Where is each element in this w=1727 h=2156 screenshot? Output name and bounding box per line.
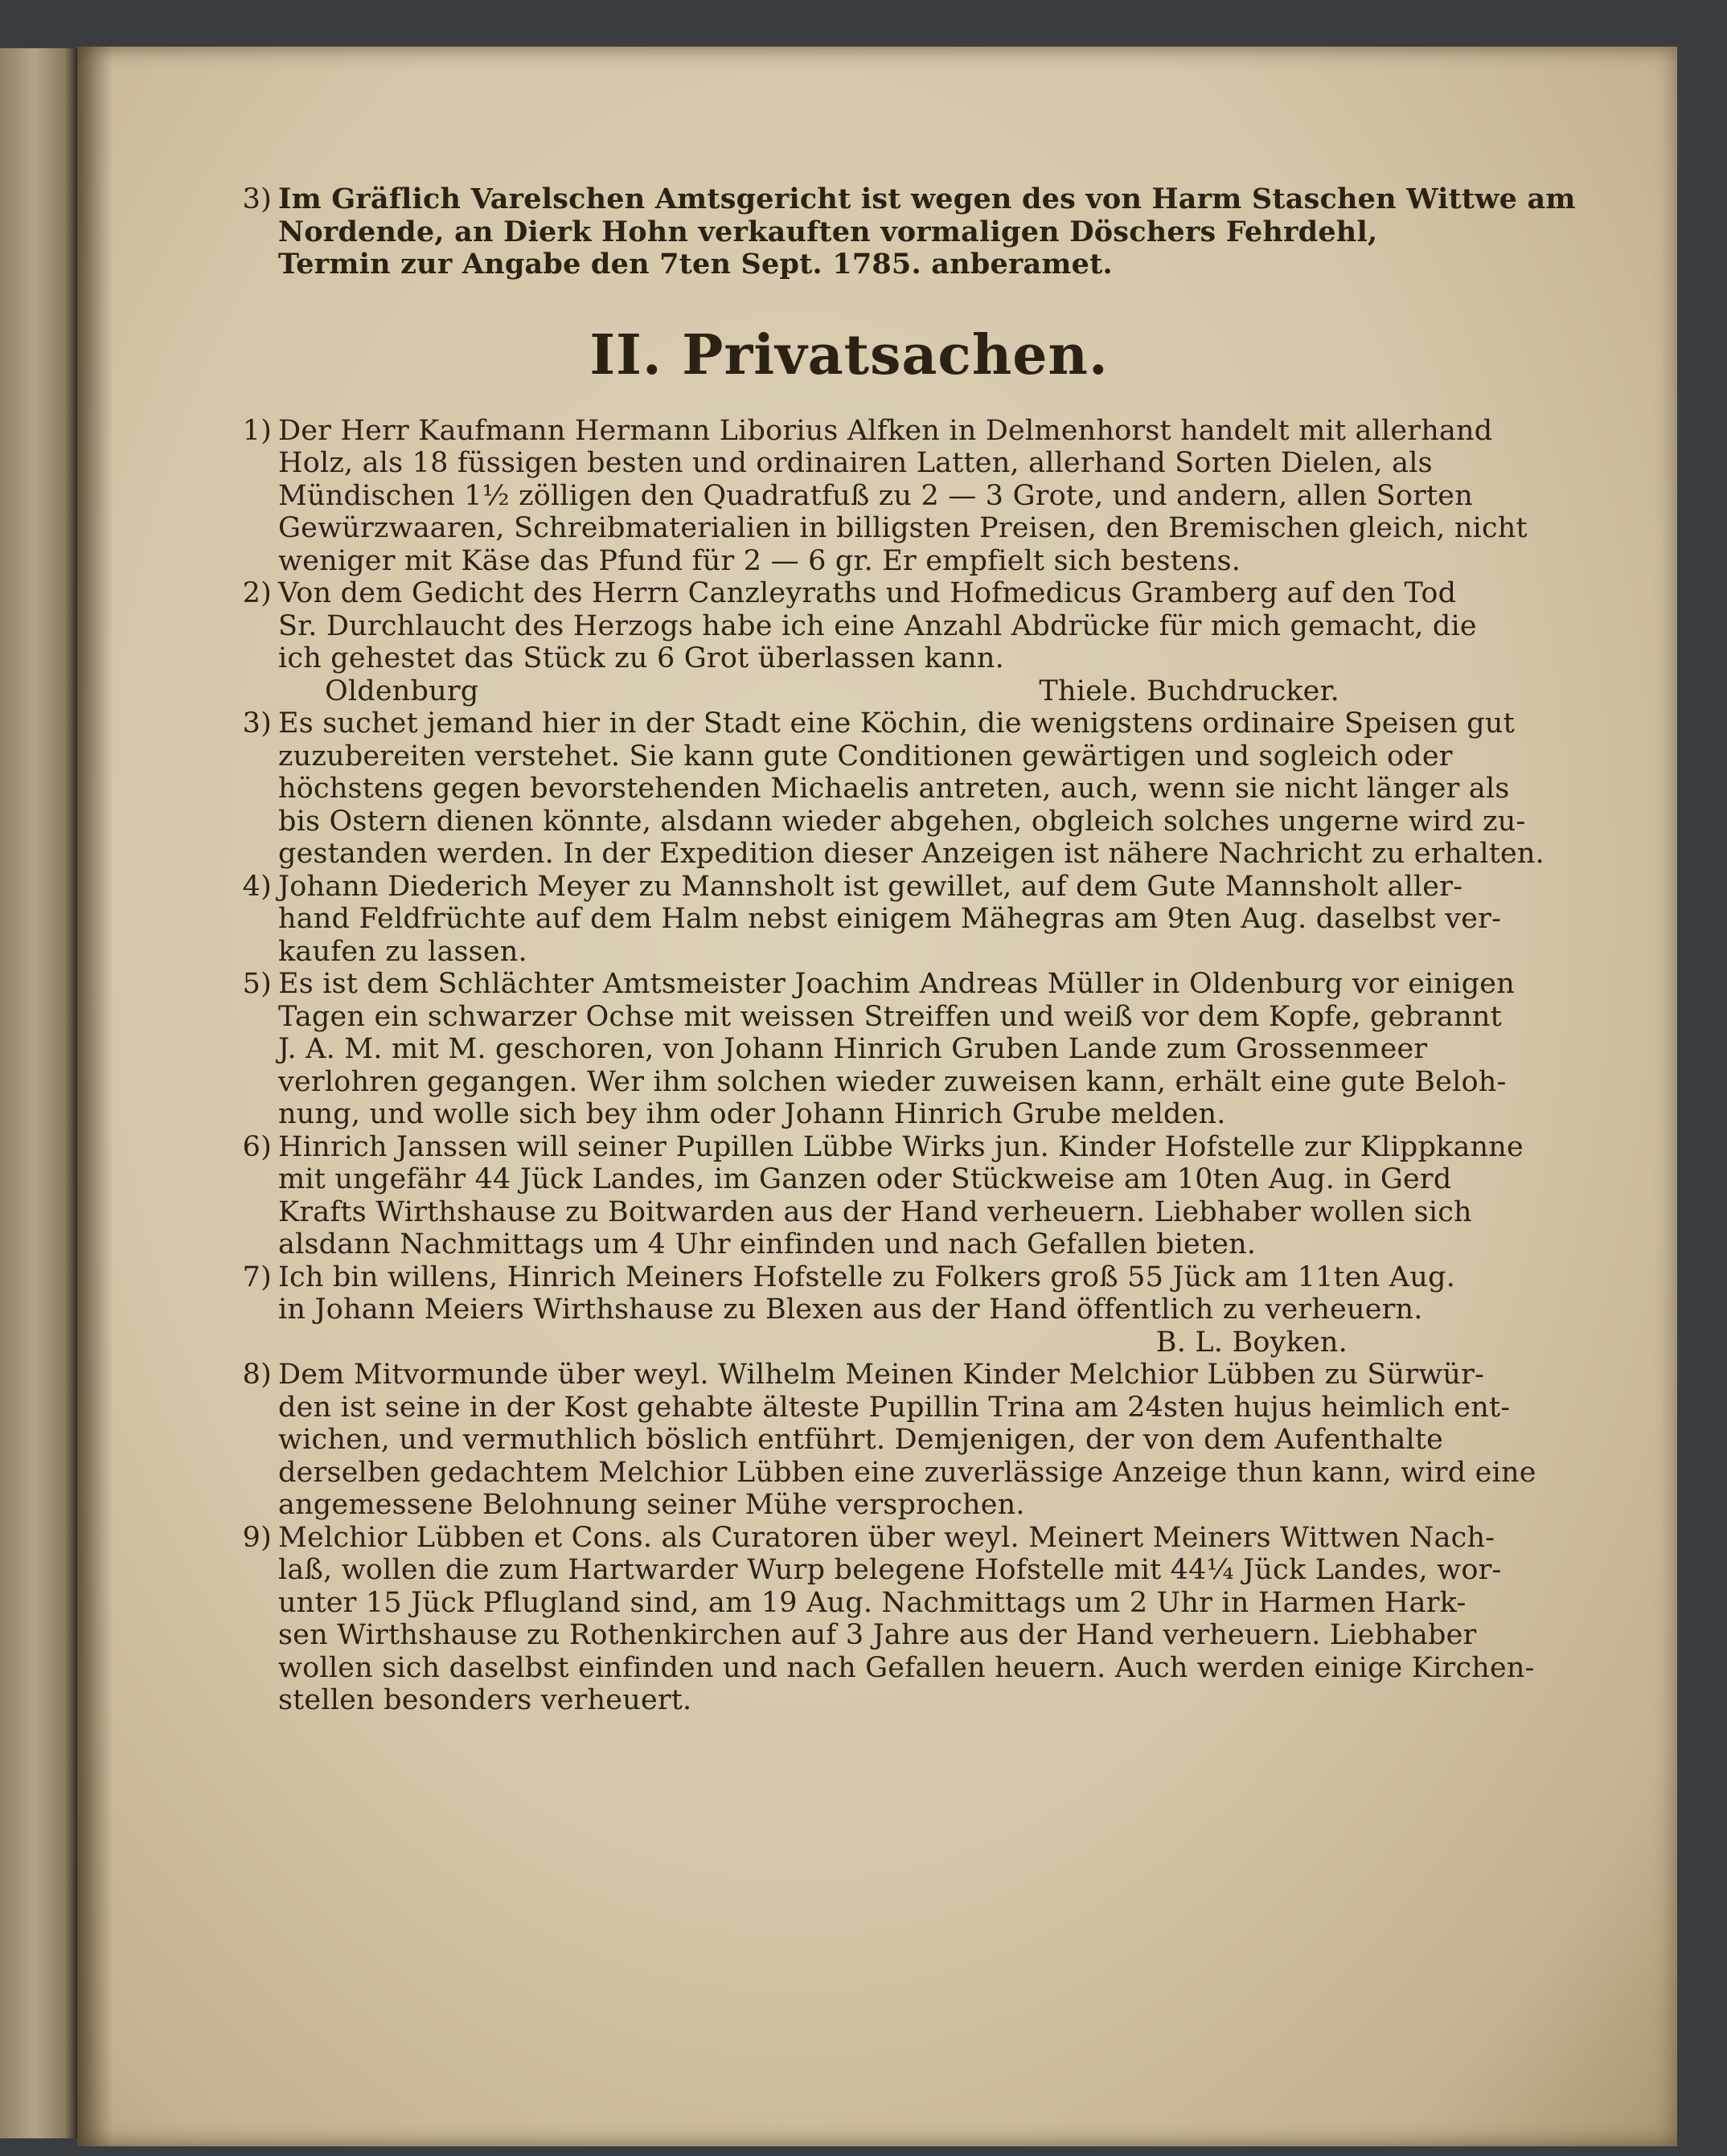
entry-text-line: kaufen zu lassen.: [278, 935, 527, 968]
entry-text-line: J. A. M. mit M. geschoren, von Johann Hinrich Gruben Lande zum Grossenmeer: [278, 1033, 1428, 1065]
notice-entry: [222, 1359, 1536, 1522]
entry-text-line: höchstens gegen bevorstehenden Michaelis antreten, auch, wenn sie nicht länger als: [278, 773, 1510, 805]
notice-entry: [222, 577, 1476, 707]
entry-number: 4): [242, 870, 272, 903]
entry-text-line: Melchior Lübben et Cons. als Curatoren über weyl. Meinert Meiners Wittwen Nach-: [278, 1521, 1495, 1554]
notice-entry: [222, 414, 1528, 578]
official-notices: [222, 182, 1576, 281]
entry-text-line: Holz, als 18 füssigen besten und ordinairen Latten, allerhand Sorten Dielen, als: [278, 447, 1433, 479]
private-notices: [222, 414, 1544, 1717]
entry-number: 6): [242, 1130, 272, 1163]
entry-text-line: gestanden werden. In der Expedition dieser Anzeigen ist nähere Nachricht zu erhalten.: [278, 838, 1544, 870]
entry-text-line: laß, wollen die zum Hartwarder Wurp belegene Hofstelle mit 44¼ Jück Landes, wor-: [278, 1554, 1502, 1586]
entry-number: 9): [242, 1521, 272, 1554]
entry-text-line: Krafts Wirthshause zu Boitwarden aus der Hand verheuern. Liebhaber wollen sich: [278, 1195, 1472, 1228]
entry-text-line: Dem Mitvormunde über weyl. Wilhelm Meinen Kinder Melchior Lübben zu Sürwür-: [278, 1359, 1485, 1391]
document-page: [77, 47, 1677, 2146]
entry-text-line: Von dem Gedicht des Herrn Canzleyraths und Hofmedicus Gramberg auf den Tod: [278, 577, 1457, 609]
entry-text-line: Sr. Durchlaucht des Herzogs habe ich eine Anzahl Abdrücke für mich gemacht, die: [278, 609, 1477, 642]
notice-entry: [222, 968, 1515, 1131]
entry-text-line: verlohren gegangen. Wer ihm solchen wieder zuweisen kann, erhält eine gute Beloh-: [278, 1065, 1507, 1098]
place-name: Oldenburg: [325, 674, 479, 707]
entry-text-line: derselben gedachtem Melchior Lübben eine zuverlässige Anzeige thun kann, wird eine: [278, 1456, 1536, 1489]
entry-number: 1): [242, 414, 272, 447]
notice-entry: [222, 1261, 1476, 1359]
notice-entry: [222, 182, 1576, 281]
entry-number: 8): [242, 1359, 272, 1391]
entry-text-line: Johann Diederich Meyer zu Mannsholt ist gewillet, auf dem Gute Mannsholt aller-: [278, 870, 1463, 903]
entry-number: 7): [242, 1260, 272, 1293]
entry-text-line: Der Herr Kaufmann Hermann Liborius Alfken in Delmenhorst handelt mit allerhand: [278, 414, 1493, 447]
entry-text-line: hand Feldfrüchte auf dem Halm nebst einigem Mähegras am 9ten Aug. daselbst ver-: [278, 903, 1502, 935]
entry-text-line: Tagen ein schwarzer Ochse mit weissen Streiffen und weiß vor dem Kopfe, gebrannt: [278, 1000, 1502, 1033]
entry-text-line: Es suchet jemand hier in der Stadt eine Köchin, die wenigstens ordinaire Speisen gut: [278, 707, 1515, 740]
notice-entry: [222, 1130, 1524, 1261]
page-spine-shadow: [77, 47, 113, 2146]
notice-entry: [222, 870, 1502, 969]
signature-row: [278, 675, 1476, 708]
entry-number: 2): [242, 577, 272, 609]
entry-text-line: Termin zur Angabe den 7ten Sept. 1785. anberamet.: [278, 248, 1113, 281]
entry-number: 5): [242, 968, 272, 1000]
entry-text-line: unter 15 Jück Pflugland sind, am 19 Aug. Nachmittags um 2 Uhr in Harmen Hark-: [278, 1586, 1467, 1619]
entry-text-line: weniger mit Käse das Pfund für 2 — 6 gr. Er empfielt sich bestens.: [278, 544, 1241, 577]
section-heading: II. Privatsachen.: [589, 322, 1109, 387]
entry-text-line: Gewürzwaaren, Schreibmaterialien in billigsten Preisen, den Bremischen gleich, nicht: [278, 512, 1528, 544]
entry-text-line: wollen sich daselbst einfinden und nach Gefallen heuern. Auch werden einige Kirchen-: [278, 1651, 1535, 1684]
entry-text-line: Im Gräflich Varelschen Amtsgericht ist wegen des von Harm Staschen Wittwe am: [278, 182, 1576, 215]
page-content: [222, 182, 1576, 1717]
entry-text-line: angemessene Belohnung seiner Mühe versprochen.: [278, 1489, 1025, 1521]
entry-text-line: nung, und wolle sich bey ihm oder Johann Hinrich Grube melden.: [278, 1098, 1226, 1130]
signature: B. L. Boyken.: [1155, 1326, 1348, 1359]
notice-entry: [222, 707, 1544, 871]
entry-text-line: alsdann Nachmittags um 4 Uhr einfinden und nach Gefallen bieten.: [278, 1228, 1257, 1260]
entry-text-line: Mündischen 1½ zölligen den Quadratfuß zu 2 — 3 Grote, und andern, allen Sorten: [278, 479, 1473, 512]
entry-number: 3): [242, 707, 272, 740]
entry-text-line: Nordende, an Dierk Hohn verkauften vormaligen Döschers Fehrdehl,: [278, 215, 1378, 248]
entry-text-line: ich gehestet das Stück zu 6 Grot überlassen kann.: [278, 642, 1004, 674]
left-page-edge: [0, 48, 79, 2138]
entry-text-line: sen Wirthshause zu Rothenkirchen auf 3 Jahre aus der Hand verheuern. Liebhaber: [278, 1619, 1477, 1651]
entry-text-line: mit ungefähr 44 Jück Landes, im Ganzen oder Stückweise am 10ten Aug. in Gerd: [278, 1163, 1452, 1195]
entry-text-line: wichen, und vermuthlich böslich entführt. Demjenigen, der von dem Aufenthalte: [278, 1424, 1444, 1456]
notice-entry: [222, 1521, 1535, 1717]
entry-text-line: Es ist dem Schlächter Amtsmeister Joachim Andreas Müller in Oldenburg vor einigen: [278, 968, 1515, 1000]
entry-text-line: stellen besonders verheuert.: [278, 1684, 692, 1716]
entry-text-line: in Johann Meiers Wirthshause zu Blexen aus der Hand öffentlich zu verheuern.: [278, 1293, 1423, 1326]
entry-text-line: zuzubereiten verstehet. Sie kann gute Conditionen gewärtigen und sogleich oder: [278, 740, 1453, 773]
entry-text-line: den ist seine in der Kost gehabte älteste Pupillin Trina am 24sten hujus heimlich ent-: [278, 1391, 1511, 1424]
entry-text-line: Ich bin willens, Hinrich Meiners Hofstelle zu Folkers groß 55 Jück am 11ten Aug.: [278, 1260, 1456, 1293]
entry-text-line: Hinrich Janssen will seiner Pupillen Lübbe Wirks jun. Kinder Hofstelle zur Klippkanne: [278, 1130, 1524, 1163]
entry-number: 3): [242, 183, 272, 215]
signature: Thiele. Buchdrucker.: [1039, 674, 1339, 707]
entry-text-line: bis Ostern dienen könnte, alsdann wieder abgehen, obgleich solches ungerne wird zu-: [278, 805, 1526, 838]
